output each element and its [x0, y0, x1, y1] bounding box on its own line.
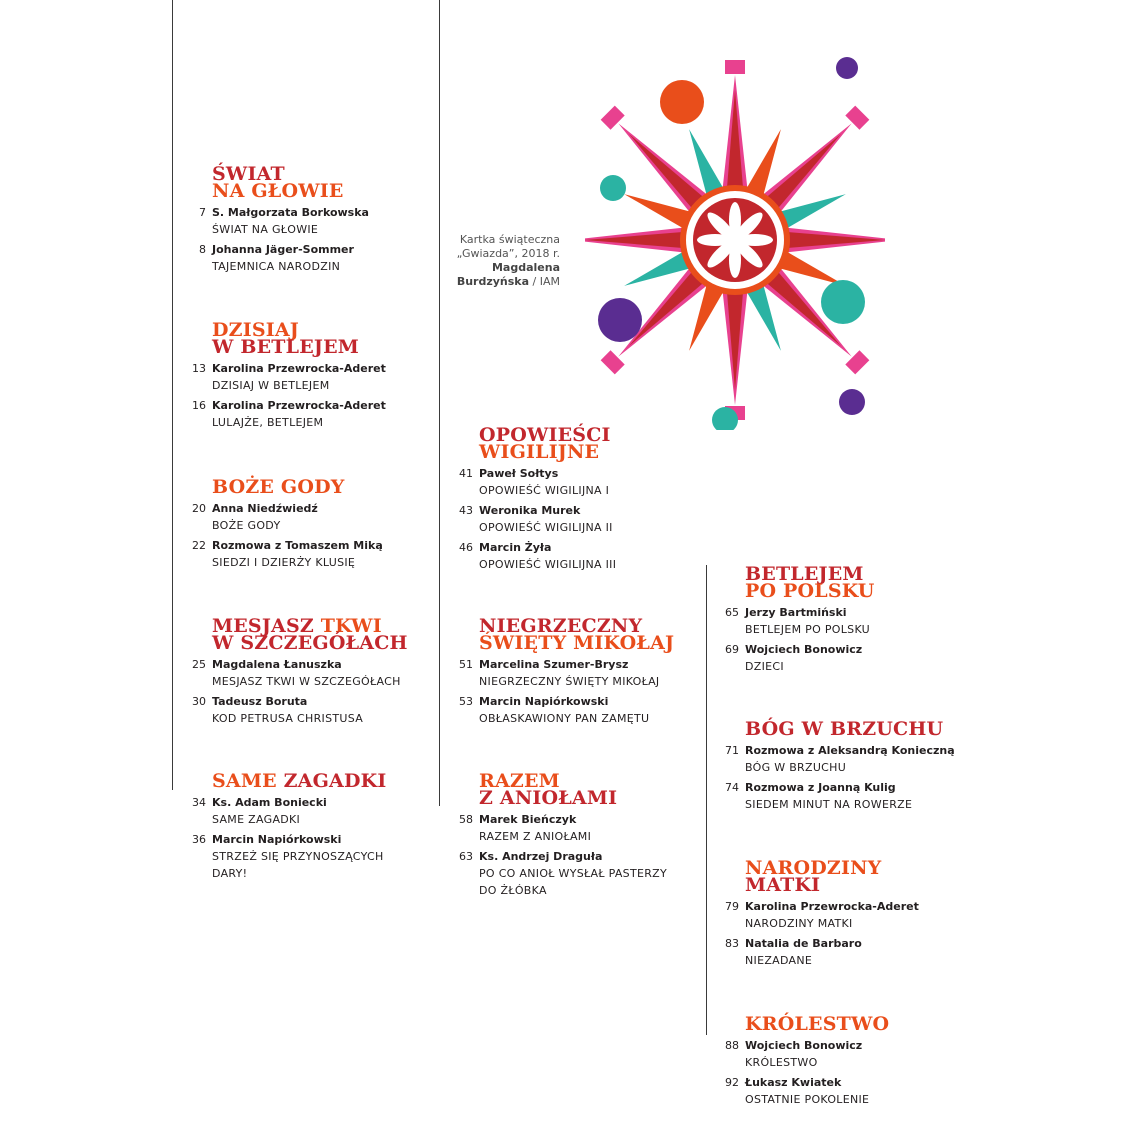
section-same-zagadki	[192, 770, 387, 885]
page-number: 25	[192, 658, 206, 671]
column-divider-left	[172, 0, 173, 790]
article-title: OPOWIEŚĆ WIGILIJNA I	[479, 484, 610, 497]
section-bog-w-brzuchu	[725, 718, 955, 816]
section-title	[212, 476, 383, 498]
article-author: Karolina Przewrocka-Aderet	[212, 362, 386, 375]
toc-entry[interactable]	[192, 397, 386, 431]
article-title: TAJEMNICA NARODZIN	[212, 260, 341, 273]
section-title	[479, 424, 616, 463]
page-number: 63	[459, 850, 473, 863]
toc-entry[interactable]	[725, 641, 875, 675]
article-author: Paweł Sołtys	[479, 467, 559, 480]
page-number: 13	[192, 362, 206, 375]
article-title: OBŁASKAWIONY PAN ZAMĘTU	[479, 712, 650, 725]
article-author: Weronika Murek	[479, 504, 581, 517]
section-title-line: BÓG W BRZUCHU	[745, 718, 944, 740]
caption-credit: Burdzyńska / IAM	[456, 275, 560, 288]
article-title: BÓG W BRZUCHU	[745, 761, 847, 774]
toc-entry[interactable]	[192, 500, 383, 534]
toc-entry[interactable]	[199, 241, 369, 275]
section-title-line: NIEGRZECZNY	[479, 615, 643, 637]
article-author: Rozmowa z Joanną Kulig	[745, 781, 896, 794]
toc-entry[interactable]	[459, 539, 617, 573]
toc-entry[interactable]	[192, 537, 383, 571]
toc-entry[interactable]	[199, 204, 369, 238]
page-number: 16	[192, 399, 206, 412]
article-author: Rozmowa z Tomaszem Miką	[212, 539, 383, 552]
article-author: Marcelina Szumer-Brysz	[479, 658, 629, 671]
article-author: Karolina Przewrocka-Aderet	[745, 900, 919, 913]
article-author: Jerzy Bartmiński	[745, 606, 847, 619]
section-title	[745, 563, 875, 602]
section-dzisiaj-w-betlejem	[192, 319, 386, 434]
section-title-line: BOŻE GODY	[212, 476, 345, 498]
article-title: OPOWIEŚĆ WIGILIJNA III	[479, 558, 617, 571]
page-number: 71	[725, 744, 739, 757]
article-author: S. Małgorzata Borkowska	[212, 206, 369, 219]
article-title: DZISIAJ W BETLEJEM	[212, 379, 330, 392]
page-number: 79	[725, 900, 739, 913]
section-title-line: RAZEM	[479, 770, 560, 792]
page-number: 8	[199, 243, 206, 256]
page-number: 58	[459, 813, 473, 826]
section-razem-z-aniolami	[459, 770, 668, 902]
toc-entry[interactable]	[459, 465, 616, 499]
toc-entry[interactable]	[192, 693, 408, 727]
article-title: NARODZINY MATKI	[745, 917, 853, 930]
section-narodziny-matki	[725, 857, 919, 972]
page-number: 7	[199, 206, 206, 219]
page-number: 34	[192, 796, 206, 809]
toc-entry[interactable]	[459, 693, 674, 727]
toc-entry[interactable]	[459, 811, 667, 845]
article-title: RAZEM Z ANIOŁAMI	[479, 830, 592, 843]
article-title: SIEDZI I DZIERŻY KLUSIĘ	[212, 556, 356, 569]
section-title-line: BETLEJEM	[745, 563, 864, 585]
toc-entry[interactable]	[192, 656, 408, 690]
article-title: DZIECI	[745, 660, 784, 673]
section-title-line: NARODZINY	[745, 857, 882, 879]
section-title-line: WIGILIJNE	[479, 441, 600, 463]
illustration-caption	[430, 233, 560, 289]
article-title: OPOWIEŚĆ WIGILIJNA II	[479, 521, 613, 534]
section-title	[212, 615, 408, 654]
article-author: Ks. Adam Boniecki	[212, 796, 327, 809]
page-number: 20	[192, 502, 206, 515]
article-author: Natalia de Barbaro	[745, 937, 862, 950]
section-title-line: OPOWIEŚCI	[479, 424, 611, 446]
section-title-line: ŚWIAT	[212, 163, 285, 185]
toc-entry[interactable]	[725, 779, 955, 813]
section-title	[745, 718, 955, 740]
section-title-line: W SZCZEGÓŁACH	[212, 632, 408, 654]
article-title: SAME ZAGADKI	[212, 813, 301, 826]
article-author: Anna Niedźwiedź	[212, 502, 318, 515]
article-title: DARY!	[212, 867, 248, 880]
article-title: BETLEJEM PO POLSKU	[745, 623, 871, 636]
article-author: Karolina Przewrocka-Aderet	[212, 399, 386, 412]
section-title-word: TKWI	[320, 615, 382, 637]
article-title: LULAJŻE, BETLEJEM	[212, 416, 324, 429]
column-divider-middle	[439, 0, 440, 806]
article-title: BOŻE GODY	[212, 519, 281, 532]
page-number: 92	[725, 1076, 739, 1089]
article-author: Wojciech Bonowicz	[745, 643, 863, 656]
toc-entry[interactable]	[192, 831, 386, 882]
article-title: ŚWIAT NA GŁOWIE	[212, 223, 319, 236]
page-number: 51	[459, 658, 473, 671]
section-title-line: W BETLEJEM	[212, 336, 359, 358]
section-betlejem-po-polsku	[725, 563, 875, 678]
article-title: NIEZADANE	[745, 954, 813, 967]
article-author: Marcin Żyła	[479, 541, 552, 554]
section-title-line: KRÓLESTWO	[745, 1013, 890, 1035]
section-title-word: MESJASZ	[212, 615, 314, 637]
article-author: Tadeusz Boruta	[212, 695, 308, 708]
toc-entry[interactable]	[725, 604, 875, 638]
section-opowiesci-wigilijne	[459, 424, 617, 576]
section-niegrzeczny	[459, 615, 675, 730]
page-number: 22	[192, 539, 206, 552]
article-title: NIEGRZECZNY ŚWIĘTY MIKOŁAJ	[479, 675, 660, 688]
section-title-word: ZAGADKI	[283, 770, 387, 792]
article-author: Johanna Jäger-Sommer	[212, 243, 354, 256]
article-title: MESJASZ TKWI W SZCZEGÓŁACH	[212, 675, 401, 688]
article-author: Wojciech Bonowicz	[745, 1039, 863, 1052]
page-number: 83	[725, 937, 739, 950]
toc-entry[interactable]	[725, 898, 919, 932]
section-mesjasz	[192, 615, 408, 730]
toc-entry[interactable]	[192, 794, 386, 828]
article-title: KOD PETRUSA CHRISTUSA	[212, 712, 364, 725]
article-author: Rozmowa z Aleksandrą Konieczną	[745, 744, 955, 757]
page-number: 69	[725, 643, 739, 656]
article-author: Marcin Napiórkowski	[479, 695, 609, 708]
toc-entry[interactable]	[192, 360, 386, 394]
article-title: SIEDEM MINUT NA ROWERZE	[745, 798, 913, 811]
article-author: Marcin Napiórkowski	[212, 833, 342, 846]
page-number: 46	[459, 541, 473, 554]
section-title	[479, 770, 667, 809]
section-title-line: NA GŁOWIE	[212, 180, 344, 202]
section-title-line: DZISIAJ	[212, 319, 299, 341]
page-number: 74	[725, 781, 739, 794]
article-title: PO CO ANIOŁ WYSŁAŁ PASTERZY	[479, 867, 668, 880]
section-title	[479, 615, 675, 654]
toc-entry[interactable]	[725, 935, 919, 969]
page-number: 43	[459, 504, 473, 517]
section-swiat-na-glowie	[199, 163, 369, 278]
caption-line: „Gwiazda”, 2018 r.	[456, 247, 560, 260]
toc-entry[interactable]	[459, 502, 616, 536]
page-number: 65	[725, 606, 739, 619]
page-number: 53	[459, 695, 473, 708]
column-divider-right	[706, 565, 707, 1035]
section-title	[212, 163, 369, 202]
section-title-line: ŚWIĘTY MIKOŁAJ	[479, 632, 675, 654]
page-number: 41	[459, 467, 473, 480]
section-title	[745, 857, 919, 896]
article-author: Ks. Andrzej Draguła	[479, 850, 603, 863]
section-krolestwo	[725, 1013, 890, 1111]
section-title-line: Z ANIOŁAMI	[479, 787, 618, 809]
section-title	[212, 770, 387, 792]
article-title: STRZEŻ SIĘ PRZYNOSZĄCYCH	[212, 850, 384, 863]
article-title: KRÓLESTWO	[745, 1056, 818, 1069]
section-title	[212, 319, 386, 358]
article-title: OSTATNIE POKOLENIE	[745, 1093, 870, 1106]
article-author: Magdalena Łanuszka	[212, 658, 342, 671]
star-illustration	[585, 40, 885, 430]
section-boze-gody	[192, 476, 383, 574]
article-title: DO ŻŁÓBKA	[479, 884, 547, 897]
section-title-line: MATKI	[745, 874, 821, 896]
toc-entry[interactable]	[459, 656, 674, 690]
page-number: 36	[192, 833, 206, 846]
article-author: Łukasz Kwiatek	[745, 1076, 842, 1089]
section-title-word: SAME	[212, 770, 277, 792]
section-title	[745, 1013, 890, 1035]
toc-entry[interactable]	[725, 742, 955, 776]
toc-entry[interactable]	[459, 848, 668, 899]
page-number: 88	[725, 1039, 739, 1052]
caption-author: Magdalena	[491, 261, 560, 274]
article-author: Marek Bieńczyk	[479, 813, 577, 826]
toc-entry[interactable]	[725, 1037, 889, 1071]
page-number: 30	[192, 695, 206, 708]
toc-entry[interactable]	[725, 1074, 889, 1108]
section-title-line: PO POLSKU	[745, 580, 875, 602]
caption-line: Kartka świąteczna	[459, 233, 560, 246]
